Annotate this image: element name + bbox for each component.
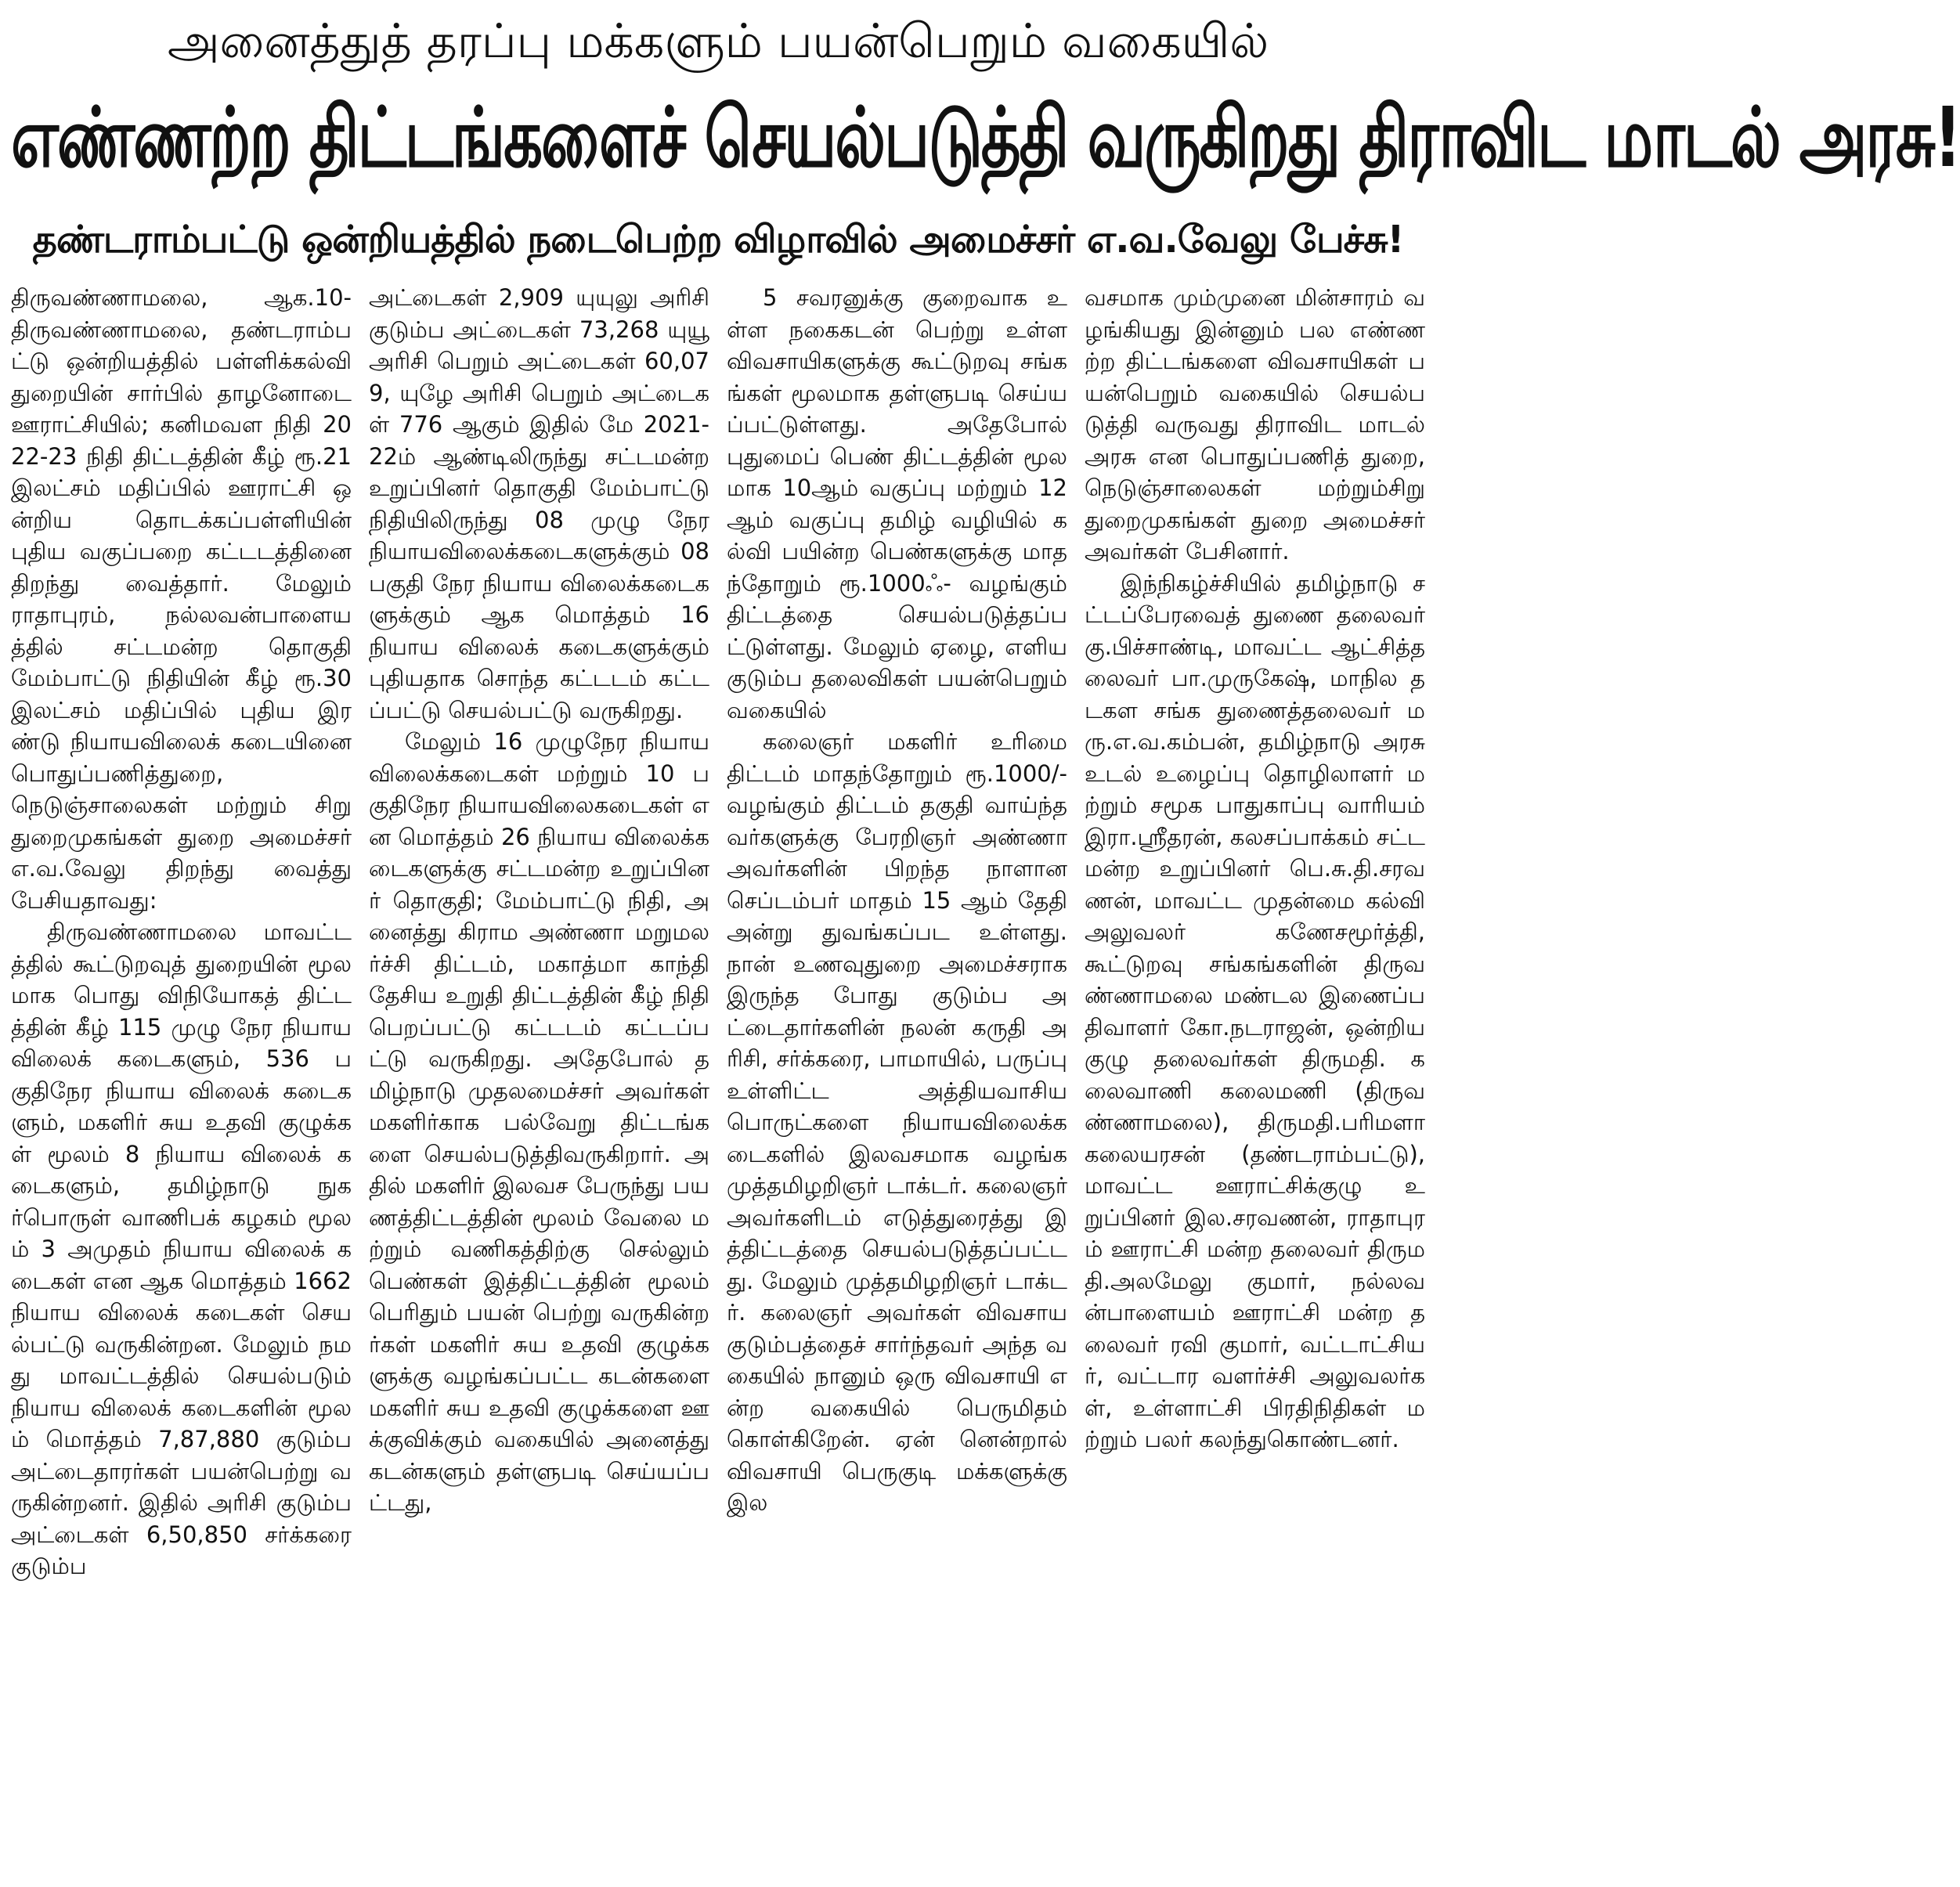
column-1 xyxy=(11,282,352,1882)
article-body xyxy=(11,282,1425,1882)
column-2 xyxy=(369,282,709,1882)
paragraph: திருவண்ணாமலை மாவட்டத்தில் கூட்டுறவுத் துறையின் மூலமாக பொது விநியோகத் திட்டத்தின் கீழ் 115 முழு நேர நியாய விலைக் கடைகளும், 536 பகுதிநேர நியாய விலைக் கடைகளும், மகளிர் சுய உதவி குழுக்கள் மூலம் 8 நியாய விலைக் கடைகளும், தமிழ்நாடு நுகர்பொருள் வாணிபக் கழகம் மூலம் 3 அமுதம் நியாய விலைக் கடைகள் என ஆக மொத்தம் 1662 நியாய விலைக் கடைகள் செயல்பட்டு வருகின்றன. மேலும் நமது மாவட்டத்தில் செயல்படும் நியாய விலைக் கடைகளின் மூலம் மொத்தம் 7,87,880 குடும்ப அட்டைதாரர்கள் பயன்பெற்று வருகின்றனர். இதில் அரிசி குடும்ப அட்டைகள் 6,50,850 சர்க்கரை குடும்ப xyxy=(11,918,352,1579)
paragraph: இந்நிகழ்ச்சியில் தமிழ்நாடு சட்டப்பேரவைத் துணை தலைவர் கு.பிச்சாண்டி, மாவட்ட ஆட்சித்தலைவர் பா.முருகேஷ், மாநில தடகள சங்க துணைத்தலைவர் மரு.எ.வ.கம்பன், தமிழ்நாடு அரசு உடல் உழைப்பு தொழிலாளர் மற்றும் சமூக பாதுகாப்பு வாரியம் இரா.ஸ்ரீதரன், கலசப்பாக்கம் சட்ட மன்ற உறுப்பினர் பெ.சு.தி.சரவணன், மாவட்ட முதன்மை கல்வி அலுவலர் கணேசமூர்த்தி, கூட்டுறவு சங்கங்களின் திருவண்ணாமலை மண்டல இணைப்பதிவாளர் கோ.நடராஜன், ஒன்றிய குழு தலைவர்கள் திருமதி. கலைவாணி கலைமணி (திருவண்ணாமலை), திருமதி.பரிமளா கலையரசன் (தண்டராம்பட்டு), மாவட்ட ஊராட்சிக்குழு உறுப்பினர் இல.சரவணன், ராதாபுரம் ஊராட்சி மன்ற தலைவர் திருமதி.அலமேலு குமார், நல்லவன்பாளையம் ஊராட்சி மன்ற தலைவர் ரவி குமார், வட்டாட்சியர், வட்டார வளர்ச்சி அலுவலர்கள், உள்ளாட்சி பிரதிநிதிகள் மற்றும் பலர் கலந்துகொண்டனர். xyxy=(1085,569,1425,1452)
column-4 xyxy=(1085,282,1425,1882)
main-headline: எண்ணற்ற திட்டங்களைச் செயல்படுத்தி வருகிறது திராவிட மாடல் அரசு! xyxy=(11,91,1960,186)
paragraph: வசமாக மும்முனை மின்சாரம் வழங்கியது இன்னும் பல எண்ணற்ற திட்டங்களை விவசாயிகள் பயன்பெறும் வகையில் செயல்படுத்தி வருவது திராவிட மாடல் அரசு என பொதுப்பணித் துறை, நெடுஞ்சாலைகள் மற்றும்சிறு துறைமுகங்கள் துறை அமைச்சர் அவர்கள் பேசினார். xyxy=(1085,284,1425,565)
paragraph: அட்டைகள் 2,909 யுயுலு அரிசி குடும்ப அட்டைகள் 73,268 யுயூ அரிசி பெறும் அட்டைகள் 60,079, யுழே அரிசி பெறும் அட்டைகள் 776 ஆகும் இதில் மே 2021-22ம் ஆண்டிலிருந்து சட்டமன்ற உறுப்பினர் தொகுதி மேம்பாட்டு நிதியிலிருந்து 08 முழு நேர நியாயவிலைக்கடைகளுக்கும் 08 பகுதி நேர நியாய விலைக்கடைகளுக்கும் ஆக மொத்தம் 16 நியாய விலைக் கடைகளுக்கும் புதியதாக சொந்த கட்டடம் கட்டப்பட்டு செயல்பட்டு வருகிறது. xyxy=(369,284,709,723)
paragraph: கலைஞர் மகளிர் உரிமை திட்டம் மாதந்தோறும் ரூ.1000/- வழங்கும் திட்டம் தகுதி வாய்ந்தவர்களுக்கு பேரறிஞர் அண்ணா அவர்களின் பிறந்த நாளான செப்டம்பர் மாதம் 15 ஆம் தேதி அன்று துவங்கப்பட உள்ளது. நான் உணவுதுறை அமைச்சராக இருந்த போது குடும்ப அட்டைதார்களின் நலன் கருதி அரிசி, சர்க்கரை, பாமாயில், பருப்பு உள்ளிட்ட அத்தியவாசிய பொருட்களை நியாயவிலைக்கடைகளில் இலவசமாக வழங்க முத்தமிழறிஞர் டாக்டர். கலைஞர் அவர்களிடம் எடுத்துரைத்து இத்திட்டத்தை செயல்படுத்தப்பட்டது. மேலும் முத்தமிழறிஞர் டாக்டர். கலைஞர் அவர்கள் விவசாய குடும்பத்தைச் சார்ந்தவர் அந்த வகையில் நானும் ஒரு விவசாயி என்ற வகையில் பெருமிதம் கொள்கிறேன். ஏன் னென்றால் விவசாயி பெருகுடி மக்களுக்கு இல xyxy=(727,728,1067,1516)
paragraph: திருவண்ணாமலை, ஆக.10- திருவண்ணாமலை, தண்டராம்பட்டு ஒன்றியத்தில் பள்ளிக்கல்வி துறையின் சார்பில் தாழனோடை ஊராட்சியில்; கனிமவள நிதி 2022-23 நிதி திட்டத்தின் கீழ் ரூ.21 இலட்சம் மதிப்பில் ஊராட்சி ஒன்றிய தொடக்கப்பள்ளியின் புதிய வகுப்பறை கட்டடத்தினை திறந்து வைத்தார். மேலும் ராதாபுரம், நல்லவன்பாளையத்தில் சட்டமன்ற தொகுதி மேம்பாட்டு நிதியின் கீழ் ரூ.30 இலட்சம் மதிப்பில் புதிய இரண்டு நியாயவிலைக் கடையினை பொதுப்பணித்துறை, நெடுஞ்சாலைகள் மற்றும் சிறு துறைமுகங்கள் துறை அமைச்சர் எ.வ.வேலு திறந்து வைத்து பேசியதாவது: xyxy=(11,284,352,914)
paragraph: 5 சவரனுக்கு குறைவாக உள்ள நகைகடன் பெற்று உள்ள விவசாயிகளுக்கு கூட்டுறவு சங்கங்கள் மூலமாக தள்ளுபடி செய்யப்பட்டுள்ளது. அதேபோல் புதுமைப் பெண் திட்டத்தின் மூலமாக 10ஆம் வகுப்பு மற்றும் 12ஆம் வகுப்பு தமிழ் வழியில் கல்வி பயின்ற பெண்களுக்கு மாதந்தோறும் ரூ.1000ஃ- வழங்கும் திட்டத்தை செயல்படுத்தப்பட்டுள்ளது. மேலும் ஏழை, எளிய குடும்ப தலைவிகள் பயன்பெறும் வகையில் xyxy=(727,284,1067,723)
column-3 xyxy=(727,282,1067,1882)
paragraph: மேலும் 16 முழுநேர நியாயவிலைக்கடைகள் மற்றும் 10 பகுதிநேர நியாயவிலைகடைகள் என மொத்தம் 26 நியாய விலைக்கடைகளுக்கு சட்டமன்ற உறுப்பினர் தொகுதி; மேம்பாட்டு நிதி, அனைத்து கிராம அண்ணா மறுமலர்ச்சி திட்டம், மகாத்மா காந்தி தேசிய உறுதி திட்டத்தின் கீழ் நிதி பெறப்பட்டு கட்டடம் கட்டப்பட்டு வருகிறது. அதேபோல் தமிழ்நாடு முதலமைச்சர் அவர்கள் மகளிர்காக பல்வேறு திட்டங்களை செயல்படுத்திவருகிறார். அதில் மகளிர் இலவச பேருந்து பயணத்திட்டத்தின் மூலம் வேலை மற்றும் வணிகத்திற்கு செல்லும் பெண்கள் இத்திட்டத்தின் மூலம் பெரிதும் பயன் பெற்று வருகின்றர்கள் மகளிர் சுய உதவி குழுக்களுக்கு வழங்கப்பட்ட கடன்களை மகளிர் சுய உதவி குழுக்களை ஊக்குவிக்கும் வகையில் அனைத்து கடன்களும் தள்ளுபடி செய்யப்பட்டது, xyxy=(369,728,709,1516)
kicker-headline: அனைத்துத் தரப்பு மக்களும் பயன்பெறும் வகையில் xyxy=(167,14,1269,69)
sub-headline: தண்டராம்பட்டு ஒன்றியத்தில் நடைபெற்ற விழாவில் அமைச்சர் எ.வ.வேலு பேச்சு! xyxy=(32,218,1404,262)
